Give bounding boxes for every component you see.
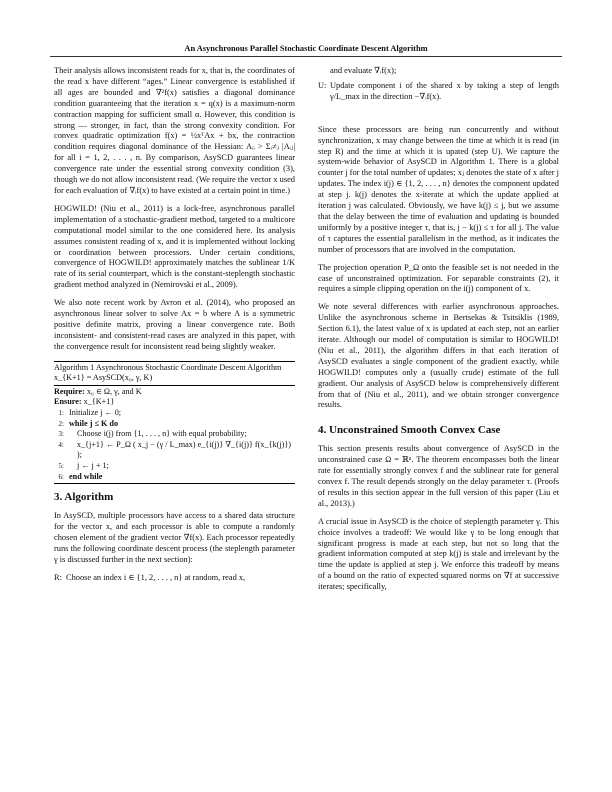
paragraph: This section presents results about convergence of AsySCD in the unconstrained case Ω = ℝⁿ. The theorem encompasses both the linear rate for essentially strongly convex f and the sublinear rate for general convex f. The result depends strongly on the delay parameter τ. (Proofs of results in this section appear in the full version of this paper (Liu et al., 2013).) (318, 444, 559, 508)
line-text: end while (69, 471, 103, 481)
line-text: j ← j + 1; (77, 461, 109, 470)
step-u (318, 81, 559, 103)
algorithm-ensure (54, 397, 295, 408)
step-r (54, 573, 295, 584)
paragraph: A crucial issue in AsySCD is the choice of steplength parameter γ. This choice involves a tradeoff: We would like γ to be long enough that significant progress is made at each step, but not so long that the gradient information computed at step k(j) is stale and irrelevant by the time the update is applied at step j. We enforce this tradeoff by means of a bound on the ratio of expected squared norms on ∇f at successive iterates; specifically, (318, 516, 559, 592)
algorithm-line (54, 419, 295, 430)
running-header: An Asynchronous Parallel Stochastic Coordinate Descent Algorithm (184, 44, 428, 53)
paragraph: HOGWILD! (Niu et al., 2011) is a lock-free, asynchronous parallel implementation of a stochastic-gradient method, targeted to a multicore computational model similar to the one considered here. Its analysis assumes consistent reading of x, and it is implemented without locking or coordination between processors. Under certain conditions, convergence of HOGWILD! approximately matches the sublinear 1/K rate of its serial counterpart, which is the constant-steplength stochastic gradient method analyzed in (Nemirovski et al., 2009). (54, 203, 295, 290)
line-text: Choose i(j) from {1, . . . , n} with equal probability; (77, 429, 247, 439)
line-number: 4: (58, 440, 64, 449)
require-text: x₀ ∈ Ω, γ, and K (86, 386, 142, 396)
line-number: 6: (58, 472, 64, 481)
line-text: while j ≤ K do (69, 418, 119, 428)
paragraph: Since these processors are being run concurrently and without synchronization, x may change between the time at which it is read (in step R) and the time at which it is upated (step U). We capture the system-wide behavior of AsySCD in Algorithm 1. There is a global counter j for the total number of updates; xⱼ denotes the state of x after j updates. The index i(j) ∈ {1, 2, . . . , n} denotes the component updated at step j. k(j) denotes the x-iterate at which the update applied at iteration j was calculated. Obviously, we have k(j) ≤ j, but we assume that the delay between the time of evaluation and updating is bounded uniformly by a positive integer τ, that is, j − k(j) ≤ τ for all j. The value of τ captures the essential parallelism in the method, as it indicates the number of processors that are involved in the computation. (318, 124, 559, 254)
ensure-text: x_{K+1} (83, 397, 115, 407)
paragraph: The projection operation P_Ω onto the feasible set is not needed in the case of unconstrained optimization. For separable constraints (2), it requires a simple clipping operation on the i(j) component of x. (318, 262, 559, 294)
algorithm-body (54, 386, 295, 483)
paragraph: Their analysis allows inconsistent reads for x, that is, the coordinates of the read x have different “ages.” Linear convergence is established if all ages are bounded and ∇²f(x) satisfies a diagonal dominance condition guaranteeing that the iteration x = q(x) is a maximum-norm contraction mapping for sufficient small α. However, this condition is strong — stronger, in fact, than the strong convexity condition. For convex quadratic optimization f(x) = ½xᵀAx + bx, the contraction condition requires diagonal dominance of the Hessian: Aᵢᵢ > Σᵢ≠ⱼ |Aᵢⱼ| for all i = 1, 2, . . . , n. By comparison, AsySCD guarantees linear convergence rate under the essential strong convexity condition (3), though we do not allow inconsistent read. (We require the vector x used for each evaluation of ∇ᵢf(x) to have existed at a certain point in time.) (54, 66, 295, 195)
ensure-label: Ensure: (54, 397, 82, 407)
require-label: Require: (54, 386, 85, 396)
line-number: 5: (58, 462, 64, 470)
step-r-continued (318, 66, 559, 77)
algorithm-require (54, 387, 295, 398)
step-text: Update component i of the shared x by taking a step of length γ/L_max in the direction −∇ᵢf(x). (330, 80, 559, 101)
algorithm-line (54, 429, 295, 440)
paragraph: We note several differences with earlier asynchronous approaches. Unlike the asynchronous scheme in Bertsekas & Tsitsiklis (1989, Section 6.1), the latest value of x is updated at each step, not an earlier iterate. Although our model of computation is similar to HOGWILD! (Niu et al., 2011), the algorithm differs in that each iteration of AsySCD evaluates a single component of the gradient exactly, while HOGWILD! computes only a (usually crude) estimate of the full gradient. Our analysis of AsySCD below is comprehensively different from that of (Niu et al., 2011), and we obtain stronger convergence results. (318, 302, 559, 410)
section-heading: 3. Algorithm (54, 491, 114, 504)
line-number: 3: (58, 430, 64, 439)
step-key-spacer (318, 66, 330, 77)
algorithm-line (54, 461, 295, 472)
algorithm-line (54, 440, 295, 461)
line-text: x_{j+1} ← P_Ω ( x_j − (γ / L_max) e_{i(j)} ∇_{i(j)} f(x_{k(j)}) ); (76, 439, 291, 460)
line-text: Initialize j ← 0; (69, 408, 122, 418)
step-text: Choose an index i ∈ {1, 2, . . . , n} at random, read x, (66, 572, 246, 582)
algorithm-box (54, 361, 295, 485)
algorithm-title: Algorithm 1 Asynchronous Stochastic Coordinate Descent Algorithm x_{K+1} = AsySCD(x₀, γ, K) (54, 362, 295, 386)
paragraph: In AsySCD, multiple processors have access to a shared data structure for the vector x, and each processor is able to compute a randomly chosen element of the gradient vector ∇f(x). Each processor repeatedly runs the following coordinate descent process (the steplength parameter γ is discussed further in the next section): (54, 511, 295, 564)
section-heading: 4. Unconstrained Smooth Convex Case (318, 424, 501, 437)
left-column (54, 66, 295, 588)
step-key: U: (318, 80, 327, 90)
line-number: 2: (58, 419, 64, 428)
header-rule (50, 56, 562, 57)
step-key: R: (54, 572, 62, 582)
step-text: and evaluate ∇ᵢf(x); (330, 66, 397, 75)
algorithm-line (54, 472, 295, 483)
paragraph: We also note recent work by Avron et al. (2014), who proposed an asynchronous linear solver to solve Ax = b where A is a symmetric positive definite matrix, proving a linear convergence rate. Both inconsistent- and consistent-read cases are analyzed in this paper, with the convergence result for inconsistent read being slightly weaker. (54, 298, 295, 351)
algorithm-line (54, 408, 295, 419)
right-column (318, 66, 559, 600)
line-number: 1: (58, 409, 64, 418)
